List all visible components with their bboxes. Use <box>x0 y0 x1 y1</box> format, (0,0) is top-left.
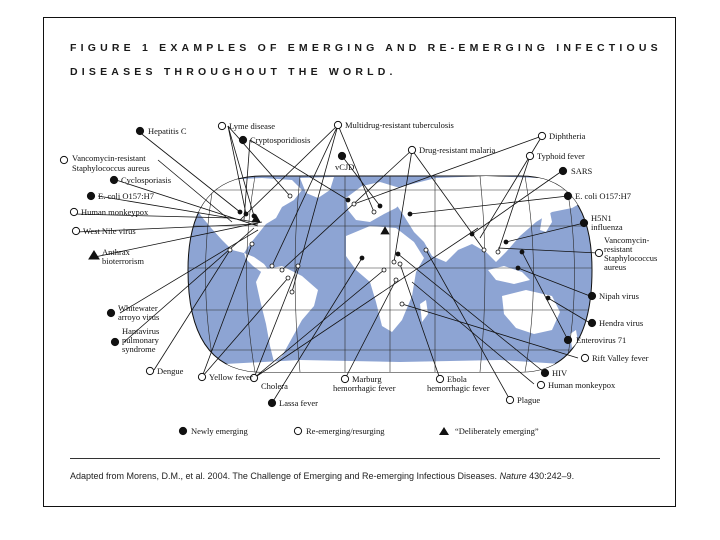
marker-mdr-tb <box>334 121 341 128</box>
marker-diphtheria <box>538 132 545 139</box>
marker-hendra <box>588 319 595 326</box>
label-ecoli-left: E. coli O157:H7 <box>98 191 154 201</box>
marker-typhoid <box>526 152 533 159</box>
map-point-reemerging <box>286 276 290 280</box>
marker-dengue <box>146 367 153 374</box>
map-point-reemerging <box>496 250 500 254</box>
legend-deliberate-marker <box>439 427 449 435</box>
map-point-reemerging <box>228 248 232 252</box>
map-point-newly <box>378 204 382 208</box>
figure-title-line-2: DISEASES THROUGHOUT THE WORLD. <box>70 66 397 78</box>
label-monkeypox-right: Human monkeypox <box>548 380 616 390</box>
marker-cyclospora <box>110 176 117 183</box>
label-sars: SARS <box>571 166 593 176</box>
map-point-newly <box>360 256 364 260</box>
marker-vrsa-right <box>595 249 602 256</box>
marker-vcjd <box>338 152 345 159</box>
label-plague: Plague <box>517 395 541 405</box>
map-point-reemerging <box>372 210 376 214</box>
label-drug-malaria: Drug-resistant malaria <box>419 145 496 155</box>
label-hiv: HIV <box>552 368 568 378</box>
label-marburg-1: Marburg <box>352 374 382 384</box>
label-cyclospora: Cyclosporiasis <box>121 175 172 185</box>
marker-plague <box>506 396 513 403</box>
legend-reemerging-marker <box>294 427 301 434</box>
map-point-newly <box>238 210 242 214</box>
label-vrsa-right-2: resistant <box>604 244 633 254</box>
label-hendra: Hendra virus <box>599 318 644 328</box>
label-monkeypox-left: Human monkeypox <box>81 207 149 217</box>
map-point-newly <box>346 198 350 202</box>
map-point-newly <box>408 212 412 216</box>
marker-drug-malaria <box>408 146 415 153</box>
marker-hepatitis-c <box>136 127 143 134</box>
map-point-reemerging <box>352 202 356 206</box>
map-point-newly <box>520 250 524 254</box>
label-west-nile: West Nile virus <box>83 226 136 236</box>
label-ecoli-right: E. coli O157:H7 <box>575 191 631 201</box>
map-point-newly <box>504 240 508 244</box>
label-anthrax-1: Anthrax <box>102 247 130 257</box>
label-nipah: Nipah virus <box>599 291 639 301</box>
legend-reemerging-label: Re-emerging/resurging <box>306 426 385 436</box>
map-point-reemerging <box>296 264 300 268</box>
map-point-reemerging <box>394 278 398 282</box>
map-point-reemerging <box>250 242 254 246</box>
map-point-reemerging <box>400 302 404 306</box>
label-ebola-2: hemorrhagic fever <box>427 383 490 393</box>
marker-hiv <box>541 369 548 376</box>
map-point-newly <box>516 266 520 270</box>
marker-yellow <box>198 373 205 380</box>
marker-enterovirus <box>564 336 571 343</box>
marker-whitewater <box>107 309 114 316</box>
marker-marburg <box>341 375 348 382</box>
label-ebola-1: Ebola <box>447 374 467 384</box>
map-point-reemerging <box>382 268 386 272</box>
marker-west-nile <box>72 227 79 234</box>
marker-lassa <box>268 399 275 406</box>
label-hantavirus-2: pulmonary <box>122 335 159 345</box>
caption-divider <box>70 458 660 459</box>
label-yellow: Yellow fever <box>209 372 253 382</box>
marker-nipah <box>588 292 595 299</box>
legend <box>179 426 538 436</box>
marker-sars <box>559 167 566 174</box>
marker-crypto <box>239 136 246 143</box>
map-point-newly <box>546 296 550 300</box>
label-marburg-2: hemorrhagic fever <box>333 383 396 393</box>
label-lassa: Lassa fever <box>279 398 318 408</box>
label-vcjd: vCJD <box>335 162 355 172</box>
map-point-newly <box>470 232 474 236</box>
caption-journal: Nature <box>499 471 527 481</box>
marker-vrsa-left <box>60 156 67 163</box>
marker-ecoli-right <box>564 192 571 199</box>
figure-caption <box>70 471 574 481</box>
map-point-reemerging <box>392 260 396 264</box>
marker-monkeypox-right <box>537 381 544 388</box>
marker-hantavirus <box>111 338 118 345</box>
label-h5n1-1: H5N1 <box>591 213 612 223</box>
figure-title-line-1: FIGURE 1 EXAMPLES OF EMERGING AND RE-EMERGING INFECTIOUS <box>70 42 662 54</box>
label-whitewater-2: arroyo virus <box>118 312 160 322</box>
label-vrsa-left-2: Staphylococcus aureus <box>72 163 150 173</box>
label-typhoid: Typhoid fever <box>537 151 585 161</box>
legend-newly-marker <box>179 427 186 434</box>
marker-ecoli-left <box>87 192 94 199</box>
label-vrsa-left-1: Vancomycin-resistant <box>72 153 146 163</box>
label-vrsa-right-4: aureus <box>604 262 627 272</box>
marker-lyme <box>218 122 225 129</box>
label-h5n1-2: influenza <box>591 222 623 232</box>
label-lyme: Lyme disease <box>229 121 276 131</box>
label-vrsa-right-3: Staphylococcus <box>604 253 658 263</box>
label-diphtheria: Diphtheria <box>549 131 586 141</box>
label-hepatitis-c: Hepatitis C <box>148 126 187 136</box>
legend-deliberate-label: “Deliberately emerging” <box>455 426 539 436</box>
marker-monkeypox-left <box>70 208 77 215</box>
label-hantavirus-1: Hantavirus <box>122 326 160 336</box>
map-point-reemerging <box>482 248 486 252</box>
map-point-reemerging <box>288 194 292 198</box>
caption-text: Adapted from Morens, D.M., et al. 2004. The Challenge of Emerging and Re-emerging Infectious Diseases. <box>70 471 498 481</box>
label-cholera: Cholera <box>261 381 288 391</box>
marker-anthrax <box>89 251 99 259</box>
label-vrsa-right-1: Vancomycin- <box>604 235 650 245</box>
label-crypto: Cryptosporidiosis <box>250 135 311 145</box>
legend-newly-label: Newly emerging <box>191 426 248 436</box>
marker-ebola <box>436 375 443 382</box>
map-point-newly <box>244 212 248 216</box>
map-point-reemerging <box>290 290 294 294</box>
label-mdr-tb: Multidrug-resistant tuberculosis <box>345 120 454 130</box>
map-point-reemerging <box>398 262 402 266</box>
label-anthrax-2: bioterrorism <box>102 256 145 266</box>
label-dengue: Dengue <box>157 366 184 376</box>
map-point-reemerging <box>270 264 274 268</box>
caption-ref: 430:242–9. <box>529 471 575 481</box>
marker-h5n1 <box>580 219 587 226</box>
label-rift: Rift Valley fever <box>592 353 649 363</box>
map-point-reemerging <box>280 268 284 272</box>
map-point-newly <box>396 252 400 256</box>
label-hantavirus-3: syndrome <box>122 344 156 354</box>
map-point-reemerging <box>424 248 428 252</box>
marker-rift <box>581 354 588 361</box>
label-whitewater-1: Whitewater <box>118 303 158 313</box>
label-enterovirus: Enterovirus 71 <box>576 335 627 345</box>
